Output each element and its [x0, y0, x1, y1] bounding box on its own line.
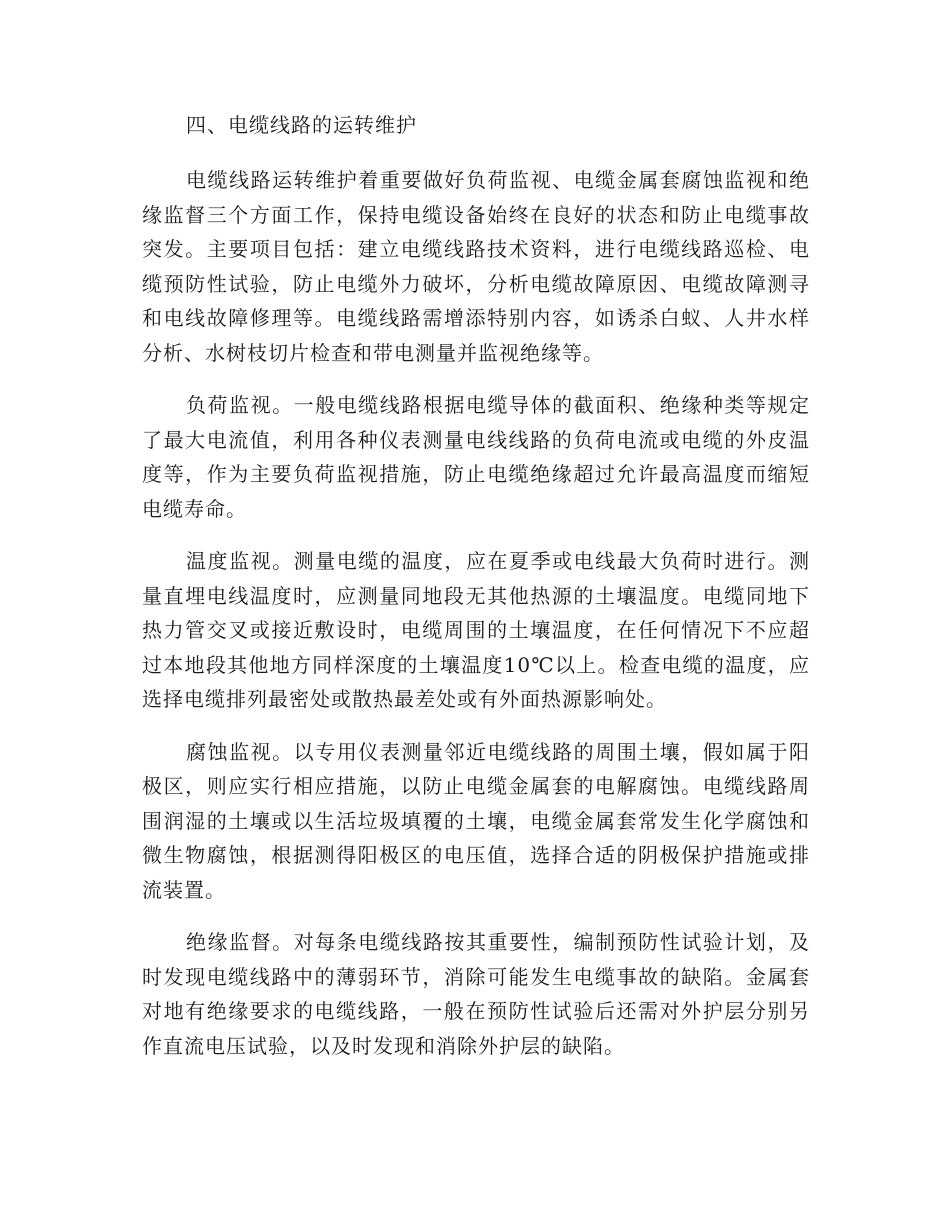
paragraph-insulation-supervision: 绝缘监督。对每条电缆线路按其重要性，编制预防性试验计划，及时发现电缆线路中的薄弱环节，消除可能发生电缆事故的缺陷。金属套对地有绝缘要求的电缆线路，一般在预防性试验后还需对外护层分别另作直流电压试验，以及时发现和消除外护层的缺陷。 [142, 930, 810, 1058]
paragraph-temperature-monitoring: 温度监视。测量电缆的温度，应在夏季或电线最大负荷时进行。测量直埋电线温度时，应测量同地段无其他热源的土壤温度。电缆同地下热力管交叉或接近敷设时，电缆周围的土壤温度，在任何情况下不应超过本地段其他地方同样深度的土壤温度10℃以上。检查电缆的温度，应选择电缆排列最密处或散热最差处或有外面热源影响处。 [142, 549, 810, 711]
paragraph-corrosion-monitoring: 腐蚀监视。以专用仪表测量邻近电缆线路的周围土壤，假如属于阳极区，则应实行相应措施，以防止电缆金属套的电解腐蚀。电缆线路周围润湿的土壤或以生活垃圾填覆的土壤，电缆金属套常发生化学腐蚀和微生物腐蚀，根据测得阳极区的电压值，选择合适的阴极保护措施或排流装置。 [142, 739, 810, 902]
paragraph-overview: 电缆线路运转维护着重要做好负荷监视、电缆金属套腐蚀监视和绝缘监督三个方面工作，保持电缆设备始终在良好的状态和防止电缆事故突发。主要项目包括：建立电缆线路技术资料，进行电缆线路巡检、电缆预防性试验，防止电缆外力破坏，分析电缆故障原因、电缆故障测寻和电线故障修理等。电缆线路需增添特别内容，如诱杀白蚁、人井水样分析、水树枝切片检查和带电测量并监视绝缘等。 [142, 168, 810, 365]
paragraph-load-monitoring: 负荷监视。一般电缆线路根据电缆导体的截面积、绝缘种类等规定了最大电流值，利用各种仪表测量电线线路的负荷电流或电缆的外皮温度等，作为主要负荷监视措施，防止电缆绝缘超过允许最高温度而缩短电缆寿命。 [142, 393, 810, 521]
section-heading: 四、电缆线路的运转维护 [186, 113, 417, 137]
document-body [142, 110, 810, 1081]
